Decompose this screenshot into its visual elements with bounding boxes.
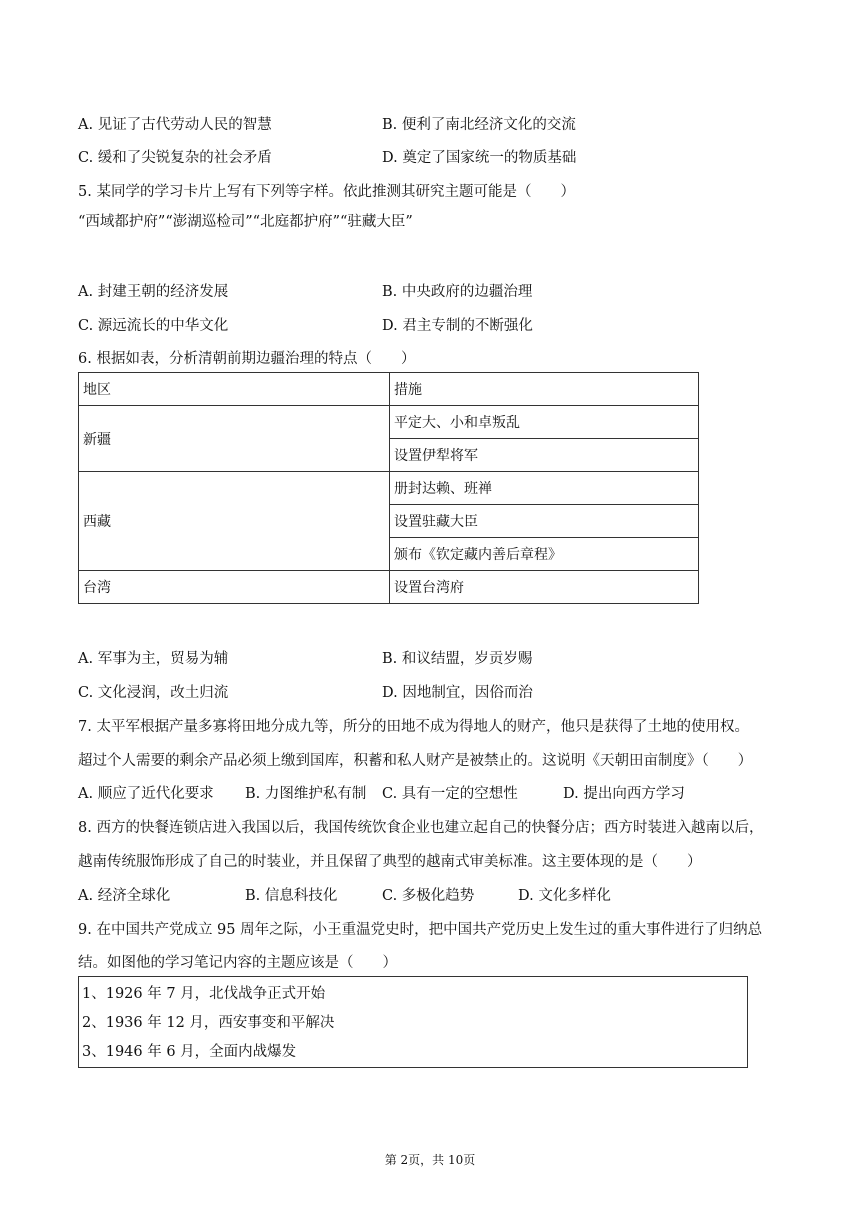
table-header-row bbox=[79, 373, 699, 406]
measure-cell: 颁布《钦定藏内善后章程》 bbox=[390, 538, 699, 571]
q5-stem: 5. 某同学的学习卡片上写有下列等字样。依此推测其研究主题可能是（ ） bbox=[78, 184, 575, 200]
q8-option-b: B. 信息科技化 bbox=[245, 888, 338, 904]
q8-option-d: D. 文化多样化 bbox=[518, 888, 611, 904]
q4-option-b: B. 便利了南北经济文化的交流 bbox=[382, 117, 576, 133]
q4-option-a: A. 见证了古代劳动人民的智慧 bbox=[78, 117, 272, 133]
q7-option-a: A. 顺应了近代化要求 bbox=[78, 786, 214, 802]
q5-option-c: C. 源远流长的中华文化 bbox=[78, 318, 229, 334]
table-row bbox=[79, 472, 699, 505]
q6-table bbox=[78, 372, 699, 604]
region-taiwan: 台湾 bbox=[79, 571, 390, 604]
q9-stem-line2: 结。如图他的学习笔记内容的主题应该是（ ） bbox=[78, 955, 397, 971]
q8-option-a: A. 经济全球化 bbox=[78, 888, 171, 904]
measure-cell: 平定大、小和卓叛乱 bbox=[390, 406, 699, 439]
page-footer: 第 2页，共 10页 bbox=[384, 1153, 476, 1167]
measure-cell: 设置驻藏大臣 bbox=[390, 505, 699, 538]
q5-quote: “西域都护府”“澎湖巡检司”“北庭都护府”“驻藏大臣” bbox=[78, 214, 413, 230]
q7-option-d: D. 提出向西方学习 bbox=[563, 786, 685, 802]
region-xizang: 西藏 bbox=[79, 472, 390, 571]
q9-stem-line1: 9. 在中国共产党成立 95 周年之际，小王重温党史时，把中国共产党历史上发生过的重大事件进行了归纳总 bbox=[78, 922, 763, 938]
q6-option-b: B. 和议结盟，岁贡岁赐 bbox=[382, 651, 533, 667]
measure-cell: 设置伊犁将军 bbox=[390, 439, 699, 472]
q4-option-c: C. 缓和了尖锐复杂的社会矛盾 bbox=[78, 150, 272, 166]
table-row bbox=[79, 571, 699, 604]
q5-option-b: B. 中央政府的边疆治理 bbox=[382, 284, 533, 300]
q8-stem-line2: 越南传统服饰形成了自己的时装业，并且保留了典型的越南式审美标准。这主要体现的是（ ） bbox=[78, 854, 702, 870]
q5-option-d: D. 君主专制的不断强化 bbox=[382, 318, 533, 334]
q8-stem-line1: 8. 西方的快餐连锁店进入我国以后，我国传统饮食企业也建立起自己的快餐分店；西方时装进入越南以后， bbox=[78, 820, 764, 836]
q9-notes-box bbox=[78, 976, 748, 1068]
q6-stem: 6. 根据如表，分析清朝前期边疆治理的特点（ ） bbox=[78, 351, 416, 367]
q7-stem-line2: 超过个人需要的剩余产品必须上缴到国库，积蓄和私人财产是被禁止的。这说明《天朝田亩制度》（ ） bbox=[78, 753, 753, 769]
q6-option-a: A. 军事为主，贸易为辅 bbox=[78, 651, 229, 667]
q7-option-c: C. 具有一定的空想性 bbox=[382, 786, 518, 802]
note-item: 1、1926 年 7 月，北伐战争正式开始 bbox=[82, 986, 326, 1002]
region-xinjiang: 新疆 bbox=[79, 406, 390, 472]
note-item: 2、1936 年 12 月，西安事变和平解决 bbox=[82, 1015, 335, 1031]
header-region: 地区 bbox=[79, 373, 390, 406]
q7-option-b: B. 力图维护私有制 bbox=[245, 786, 367, 802]
q4-option-d: D. 奠定了国家统一的物质基础 bbox=[382, 150, 577, 166]
measure-cell: 册封达赖、班禅 bbox=[390, 472, 699, 505]
q8-option-c: C. 多极化趋势 bbox=[382, 888, 475, 904]
table-row bbox=[79, 406, 699, 439]
q6-option-d: D. 因地制宜，因俗而治 bbox=[382, 685, 533, 701]
note-item: 3、1946 年 6 月，全面内战爆发 bbox=[82, 1044, 297, 1060]
q6-option-c: C. 文化浸润，改土归流 bbox=[78, 685, 229, 701]
q5-option-a: A. 封建王朝的经济发展 bbox=[78, 284, 229, 300]
q7-stem-line1: 7. 太平军根据产量多寡将田地分成九等，所分的田地不成为得地人的财产，他只是获得了土地的使用权。 bbox=[78, 719, 749, 735]
measure-cell: 设置台湾府 bbox=[390, 571, 699, 604]
header-measures: 措施 bbox=[390, 373, 699, 406]
